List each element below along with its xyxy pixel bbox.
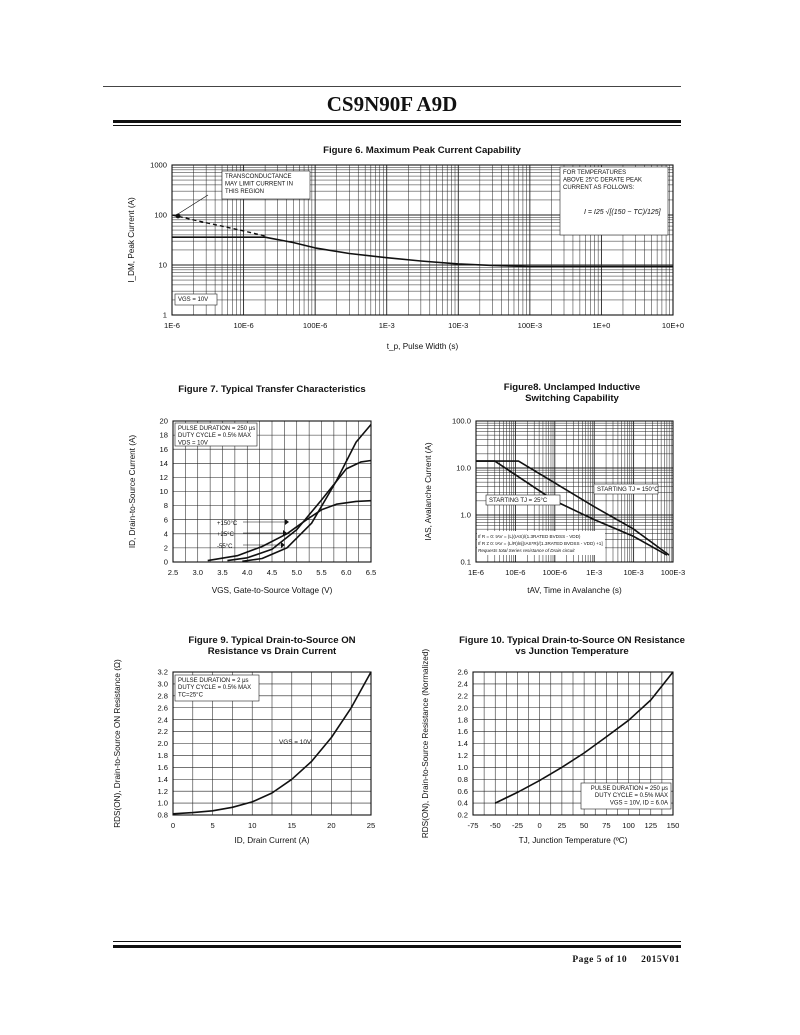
x-tick-label: 10E-3: [623, 568, 644, 577]
y-axis-label: RDS(ON), Drain-to-Source Resistance (Normalized): [421, 648, 430, 839]
footer-rule-thick: [113, 945, 681, 948]
x-tick-label: 125: [644, 821, 658, 830]
y-tick-label: 12: [159, 473, 168, 482]
x-tick-label: -50: [489, 821, 501, 830]
annotation-text: VGS = 10V, ID = 6.0A: [609, 800, 668, 807]
tj150-label: [594, 484, 659, 494]
y-tick-label: 1.2: [157, 786, 168, 796]
tj25-label: [486, 495, 560, 505]
x-tick-label: 100E-3: [517, 321, 543, 330]
y-tick-label: 1.0: [457, 762, 468, 772]
x-tick-label: 6.5: [365, 568, 377, 577]
x-tick-label: 25: [557, 821, 567, 830]
y-tick-label: 1.8: [157, 751, 168, 761]
y-tick-label: 1.6: [157, 762, 168, 772]
y-axis-label: ID, Drain-to-Source Current (A): [128, 434, 137, 549]
x-tick-label: 4.0: [241, 568, 253, 577]
y-tick-label: 1.0: [460, 510, 471, 520]
y-axis-label: I_DM, Peak Current (A): [127, 197, 136, 283]
annotation-text: THIS REGION: [225, 188, 265, 195]
x-tick-label: 1E-3: [378, 321, 395, 330]
note-marker: [176, 214, 181, 219]
y-tick-label: 4: [163, 529, 168, 539]
chart-title: Resistance vs Drain Current: [207, 646, 337, 657]
vgs-note: [175, 294, 217, 305]
annotation-text: DUTY CYCLE = 0.5% MAX: [178, 685, 252, 692]
y-tick-label: 0: [163, 557, 168, 567]
x-tick-label: 20: [327, 821, 336, 830]
annotation-text: If R ≠ 0: tAV = (L/R)ln[(IAS*R)/(1.3RATED BVDSS - VDD) +1]: [478, 541, 603, 546]
y-tick-label: 2: [163, 543, 168, 553]
x-tick-label: 5.0: [291, 568, 303, 577]
y-tick-label: 18: [159, 430, 168, 440]
chart-10: [421, 635, 685, 845]
chart-7: [128, 384, 376, 595]
x-tick-label: 1E-3: [586, 568, 603, 577]
y-tick-label: 10: [158, 260, 167, 270]
x-tick-label: 100E-6: [542, 568, 568, 577]
annotation-text: STARTING TJ = 150°C: [597, 487, 659, 493]
y-axis-label: IAS, Avalanche Current (A): [424, 442, 433, 541]
annotation-text: FOR TEMPERATURES: [563, 170, 627, 176]
x-tick-label: 150: [666, 821, 680, 830]
x-tick-label: 100E-3: [660, 568, 686, 577]
y-tick-label: 1.8: [457, 715, 468, 725]
annotation-text: PULSE DURATION = 250 μs: [590, 786, 668, 792]
x-tick-label: 3.5: [217, 568, 228, 577]
y-tick-label: 100.0: [451, 416, 471, 426]
x-tick-label: 4.5: [266, 568, 278, 577]
x-tick-label: 10: [247, 821, 257, 830]
note-leader-line: [178, 195, 208, 214]
x-tick-label: 5.5: [316, 568, 327, 577]
annotation-text: DUTY CYCLE = 0.5% MAX: [594, 793, 668, 800]
chart-title: vs Junction Temperature: [515, 646, 629, 657]
annotation-text: STARTING TJ = 25°C: [489, 498, 548, 504]
x-axis-label: TJ, Junction Temperature (ºC): [518, 836, 628, 845]
page-footer: [480, 955, 680, 965]
x-tick-label: 5: [210, 821, 215, 830]
x-tick-label: 10E-6: [233, 321, 254, 330]
x-axis-label: ID, Drain Current (A): [234, 836, 310, 845]
x-tick-label: 1E-6: [467, 568, 485, 577]
annotation-text: DUTY CYCLE = 0.5% MAX: [178, 433, 252, 440]
y-tick-label: 2.2: [157, 727, 168, 737]
fig10-conditions: [581, 783, 671, 809]
x-tick-label: 6.0: [340, 568, 352, 577]
x-axis-label: tAV, Time in Avalanche (s): [527, 586, 622, 595]
x-tick-label: 1E+0: [592, 321, 611, 330]
y-tick-label: 2.2: [457, 691, 468, 701]
x-tick-label: 25: [366, 821, 376, 830]
y-tick-label: 0.2: [457, 810, 468, 820]
chart-title: Switching Capability: [525, 393, 619, 404]
x-tick-label: 3.0: [192, 568, 204, 577]
y-axis-label: RDS(ON), Drain-to-Source ON Resistance (Ω): [113, 659, 122, 828]
y-tick-label: 10.0: [456, 463, 471, 473]
x-tick-label: 15: [287, 821, 297, 830]
x-tick-label: 2.5: [167, 568, 179, 577]
y-tick-label: 1.0: [157, 798, 168, 808]
page-title: CS9N90F A9D: [326, 92, 458, 116]
y-tick-label: 0.4: [457, 798, 468, 808]
page-number: Page 5 of 10: [572, 955, 628, 965]
y-tick-label: 2.4: [157, 715, 168, 725]
footer-rule-thin: [113, 941, 681, 942]
annotation-text: PULSE DURATION = 2 μs: [178, 678, 249, 684]
y-tick-label: 1000: [150, 160, 167, 170]
x-tick-label: 0: [537, 821, 542, 830]
x-axis-label: VGS, Gate-to-Source Voltage (V): [211, 586, 333, 595]
annotation-text: Requests total Series resistance of Drain circuit: [478, 548, 575, 553]
x-tick-label: 10E+0: [661, 321, 685, 330]
y-tick-label: 0.8: [157, 810, 168, 820]
chart-title: Figure 9. Typical Drain-to-Source ON: [188, 635, 356, 646]
y-tick-label: 1.6: [457, 727, 468, 737]
y-tick-label: 2.0: [157, 739, 168, 749]
y-tick-label: 1.4: [157, 774, 168, 784]
y-tick-label: 8: [163, 501, 168, 511]
y-tick-label: 20: [159, 416, 168, 426]
chart-title: Figure 6. Maximum Peak Current Capability: [323, 145, 521, 156]
series-line: [172, 237, 673, 266]
x-tick-label: 0: [170, 821, 176, 830]
series-line: [172, 215, 265, 236]
x-tick-label: 100: [622, 821, 635, 830]
y-tick-label: 1: [162, 310, 167, 320]
y-tick-label: 10: [159, 487, 168, 497]
y-tick-label: 0.8: [457, 774, 468, 784]
y-tick-label: 2.6: [157, 703, 168, 713]
y-tick-label: 1.2: [457, 751, 468, 761]
derating-note: [560, 167, 668, 235]
chart-title: Figure8. Unclamped Inductive: [503, 382, 641, 393]
derating-formula: I = I25 √[(150 − TC)/125]: [584, 209, 661, 216]
fig8-formulas: [477, 531, 605, 555]
fig9-conditions: [175, 675, 259, 701]
annotation-text: PULSE DURATION = 250 μs: [178, 426, 256, 432]
annotation-text: ABOVE 25°C DERATE PEAK: [563, 177, 642, 184]
y-tick-label: 14: [159, 458, 168, 468]
y-tick-label: 2.8: [157, 691, 168, 701]
x-axis-label: t_p, Pulse Width (s): [386, 342, 459, 351]
annotation-text: VGS = 10V: [178, 297, 209, 303]
y-tick-label: 16: [159, 444, 168, 454]
x-tick-label: -75: [467, 821, 479, 830]
series-line-2: [242, 425, 371, 562]
y-tick-label: 100: [154, 210, 167, 220]
y-tick-label: 3.2: [157, 667, 168, 677]
chart-title: Figure 7. Typical Transfer Characteristics: [178, 384, 366, 395]
chart-title: Figure 10. Typical Drain-to-Source ON Resistance: [459, 635, 685, 646]
chart-9: [113, 635, 375, 845]
x-tick-label: 50: [579, 821, 589, 830]
annotation-text: TRANSCONDUCTANCE: [225, 174, 292, 180]
fig7-conditions: [175, 423, 257, 446]
annotation-text: TC=25°C: [178, 692, 203, 699]
vgs-label: VGS = 10V: [279, 739, 312, 746]
x-tick-label: 1E-6: [163, 321, 181, 330]
annotation-text: CURRENT AS FOLLOWS:: [563, 184, 635, 191]
series-label: -55°C: [217, 544, 233, 550]
annotation-text: MAY LIMIT CURRENT IN: [225, 181, 293, 188]
y-tick-label: 3.0: [157, 679, 168, 689]
x-tick-label: 10E-3: [448, 321, 469, 330]
y-tick-label: 0.1: [460, 557, 471, 567]
x-tick-label: 100E-6: [302, 321, 328, 330]
x-tick-label: -25: [511, 821, 523, 830]
x-tick-label: 10E-6: [505, 568, 526, 577]
annotation-text: If R = 0: tAV = (L)(IAS)/(1.3RATED BVDSS - VDD): [478, 534, 581, 539]
y-tick-label: 0.6: [457, 786, 468, 796]
series-label: +150°C: [217, 521, 238, 527]
y-tick-label: 1.4: [457, 739, 468, 749]
series-line-1: [227, 461, 371, 561]
y-tick-label: 2.0: [457, 703, 468, 713]
series-label: +25°C: [217, 532, 234, 538]
y-tick-label: 2.6: [457, 667, 468, 677]
revision: 2015V01: [641, 955, 680, 965]
y-tick-label: 2.4: [457, 679, 468, 689]
x-tick-label: 75: [602, 821, 611, 830]
y-tick-label: 6: [163, 515, 168, 525]
annotation-text: VDS = 10V: [178, 440, 208, 447]
transconductance-note: [222, 171, 310, 199]
